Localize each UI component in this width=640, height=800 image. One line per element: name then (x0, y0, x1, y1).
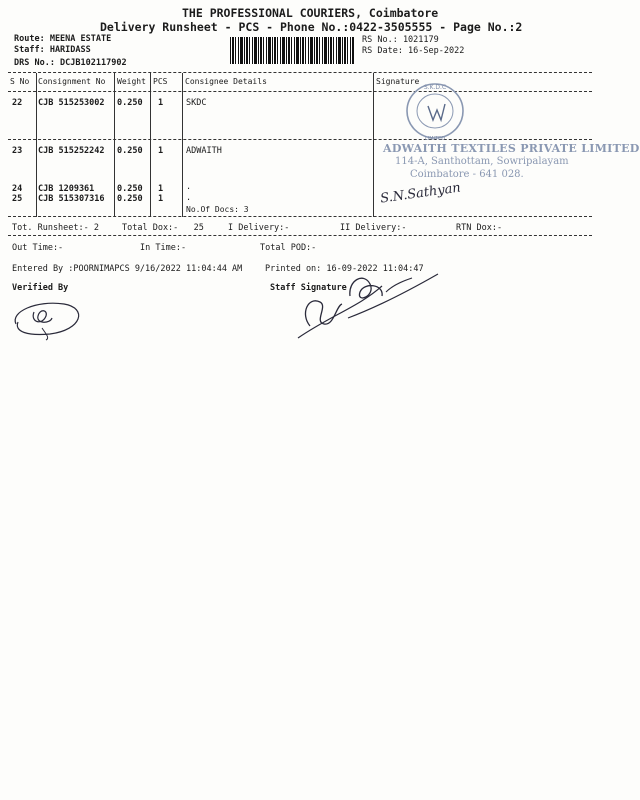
first-delivery: I Delivery:- (228, 223, 290, 233)
company-stamp-address: 114-A, Santhottam, Sowripalayam (395, 156, 569, 167)
company-title: THE PROFESSIONAL COURIERS, Coimbatore (182, 6, 439, 20)
col-header-consignment: Consignment No (38, 77, 106, 86)
table-row-pcs: 1 (158, 98, 164, 108)
table-row-pcs: 1 (158, 184, 164, 194)
table-row-consignee: . (186, 182, 192, 192)
column-divider (114, 73, 115, 217)
column-divider (182, 73, 183, 217)
col-header-weight: Weight (117, 77, 146, 86)
table-row-sno: 23 (12, 146, 23, 156)
col-header-signature: Signature (376, 77, 420, 86)
in-time: In Time:- (140, 243, 187, 253)
table-row-pcs: 1 (158, 194, 164, 204)
handwritten-signature: S.N.Sathyan (379, 180, 462, 207)
column-divider (150, 73, 151, 217)
col-header-pcs: PCS (153, 77, 168, 86)
staff-label: Staff: HARIDASS (14, 45, 91, 55)
table-row-sno: 24 (12, 184, 23, 194)
staff-signature-scribble (290, 266, 450, 342)
printed-on: Printed on: 16-09-2022 11:04:47 (265, 264, 424, 274)
out-time: Out Time:- (12, 243, 64, 253)
table-row-weight: 0.250 (117, 184, 143, 194)
rs-number: RS No.: 1021179 (362, 35, 439, 45)
company-stamp-city: Coimbatore - 641 028. (410, 169, 524, 180)
barcode (230, 37, 354, 64)
round-stamp-seal (395, 76, 485, 146)
table-row-consignee: SKDC (186, 98, 207, 108)
svg-text:LIMITED: LIMITED (424, 136, 446, 142)
column-divider (36, 73, 37, 217)
return-dox: RTN Dox:- (456, 223, 503, 233)
row-separator (8, 139, 592, 140)
verified-signature-scribble (6, 294, 88, 342)
total-dox: Total Dox:- 25 (122, 223, 204, 233)
table-top-rule (8, 72, 592, 73)
svg-text:S.K.D.C: S.K.D.C (423, 84, 447, 91)
entered-by: Entered By :POORNIMAPCS 9/16/2022 11:04:44 AM (12, 264, 243, 274)
table-row-consignment: CJB 515253002 (38, 98, 105, 108)
table-row-weight: 0.250 (117, 194, 143, 204)
column-divider (373, 73, 374, 217)
table-row-consignment: CJB 515252242 (38, 146, 105, 156)
total-runsheet: Tot. Runsheet:- 2 (12, 223, 99, 233)
route-label: Route: MEENA ESTATE (14, 34, 112, 44)
col-header-sno: S No (10, 77, 30, 86)
docs-count: No.Of Docs: 3 (186, 205, 249, 214)
verified-by-label: Verified By (12, 283, 69, 293)
table-header-rule (8, 91, 592, 92)
table-bottom-rule (8, 216, 592, 217)
company-stamp-name: ADWAITH TEXTILES PRIVATE LIMITED (383, 142, 640, 155)
rs-date: RS Date: 16-Sep-2022 (362, 46, 465, 56)
table-row-sno: 22 (12, 98, 23, 108)
table-row-pcs: 1 (158, 146, 164, 156)
table-row-weight: 0.250 (117, 146, 143, 156)
table-row-consignment: CJB 1209361 (38, 184, 95, 194)
second-delivery: II Delivery:- (340, 223, 407, 233)
table-row-sno: 25 (12, 194, 23, 204)
total-pod: Total POD:- (260, 243, 317, 253)
col-header-consignee: Consignee Details (185, 77, 267, 86)
table-row-consignee: ADWAITH (186, 146, 222, 156)
staff-signature-label: Staff Signature (270, 283, 347, 293)
table-row-consignee: . (186, 193, 192, 203)
table-row-weight: 0.250 (117, 98, 143, 108)
table-row-consignment: CJB 515307316 (38, 194, 105, 204)
totals-rule (8, 235, 592, 236)
runsheet-subtitle: Delivery Runsheet - PCS - Phone No.:0422-3505555 - Page No.:2 (100, 20, 523, 34)
drs-number: DRS No.: DCJB102117902 (14, 58, 127, 68)
